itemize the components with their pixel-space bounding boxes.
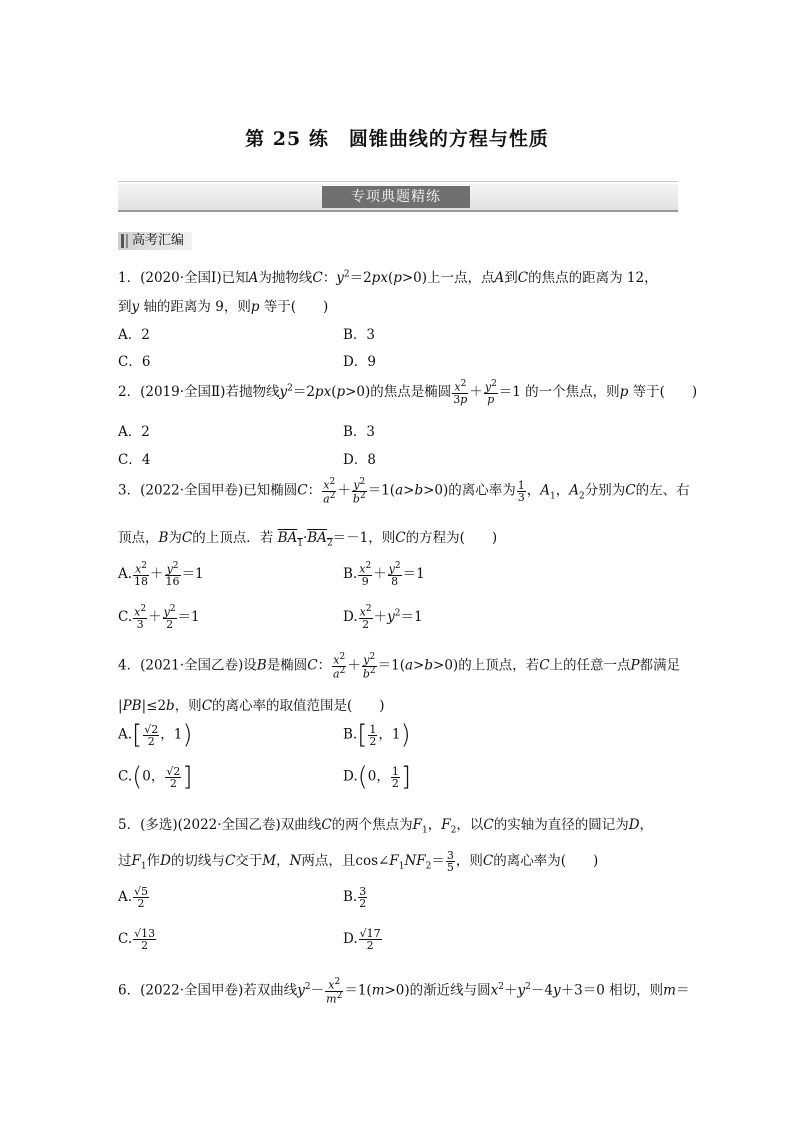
q3-line1: 3．(2022·全国甲卷)已知椭圆C： $\frac{x^2}{a^2}$ ＋ $\frac{y^2}{b^2}$ ＝1(a>b>0)的离心率为 $\frac{1}{3}$ ，$A_1$，$A_2$分别为C的左、右 [118, 477, 690, 506]
q5-option-c: C. $\frac{√13}{2}$ [118, 927, 156, 952]
q2-option-a: A．2 [118, 424, 150, 440]
section-tag: 高考汇编 [118, 232, 192, 250]
banner-label: 专项典题精练 [322, 186, 470, 208]
q4-option-b: B.[ $\frac{1}{2}$ ，1) [343, 720, 411, 750]
q4-line1: 4．(2021·全国乙卷)设B是椭圆C： $\frac{x^2}{a^2}$ ＋ $\frac{y^2}{b^2}$ ＝1(a>b>0)的上顶点，若C上的任意一点P都满足 [118, 652, 681, 681]
q1-line1: 1．(2020·全国Ⅰ)已知A为抛物线C：$y^2=2px(p>0)$上一点，点A到C的焦点的距离为 12， [118, 269, 658, 286]
q4-option-c: C.(0， $\frac{√2}{2}$ ] [118, 762, 193, 792]
q3-line2: 顶点，B为C的上顶点．若 $BA_1\cdot BA_2=-1$，则C的方程为( ) [118, 530, 498, 549]
q4-option-d: D.(0， $\frac{1}{2}$ ] [343, 762, 412, 792]
q4-line2: |PB|≤2b，则C的离心率的取值范围是( ) [118, 698, 385, 714]
q2-option-c: C．4 [118, 452, 151, 468]
q6-line1: 6．(2022·全国甲卷)若双曲线$y^2-$ $\frac{x^2}{m^2}$ ＝1(m>0)的渐近线与圆$x^2+y^2-4y+3=0$ 相切，则m＝ [118, 977, 690, 1006]
q1-option-d: D．9 [343, 354, 376, 370]
q5-line2: 过$F_1$作D的切线与C交于M，N两点，且$\cos\angle F_1NF_2=$ $\frac{3}{5}$ ，则C的离心率为( ) [118, 849, 599, 874]
q1-line2: 到y 轴的距离为 9，则p 等于( ) [118, 299, 329, 315]
q1-option-c: C．6 [118, 354, 151, 370]
q1-option-b: B．3 [343, 327, 376, 343]
q2-line1: 2．(2019·全国Ⅱ)若抛物线$y^2=2px(p>0)$的焦点是椭圆 $\frac{x^2}{3p}$ ＋ $\frac{y^2}{p}$ ＝1 的一个焦点，则p 等于( ) [118, 379, 698, 406]
q3-option-b: B. $\frac{x^2}{9}$ ＋ $\frac{y^2}{8}$ ＝1 [343, 561, 425, 588]
q3-option-d: D. $\frac{x^2}{2}$ $+y^2=1$ [343, 604, 423, 631]
q2-option-d: D．8 [343, 452, 376, 468]
banner-rule [118, 181, 678, 182]
q3-option-a: A. $\frac{x^2}{18}$ ＋ $\frac{y^2}{16}$ ＝1 [118, 561, 204, 588]
page-title: 第 25 练 圆锥曲线的方程与性质 [245, 128, 549, 150]
q5-option-b: B. $\frac{3}{2}$ [343, 885, 367, 910]
q3-option-c: C. $\frac{x^2}{3}$ ＋ $\frac{y^2}{2}$ ＝1 [118, 604, 200, 631]
q1-option-a: A．2 [118, 327, 150, 343]
q5-option-d: D. $\frac{√17}{2}$ [343, 927, 381, 952]
q2-option-b: B．3 [343, 424, 376, 440]
q4-option-a: A.[ $\frac{√2}{2}$ ，1) [118, 720, 193, 750]
q5-line1: 5．(多选)(2022·全国乙卷)双曲线C的两个焦点为$F_1$，$F_2$，以C的实轴为直径的圆记为D， [118, 817, 654, 836]
q5-option-a: A. $\frac{√5}{2}$ [118, 885, 149, 910]
